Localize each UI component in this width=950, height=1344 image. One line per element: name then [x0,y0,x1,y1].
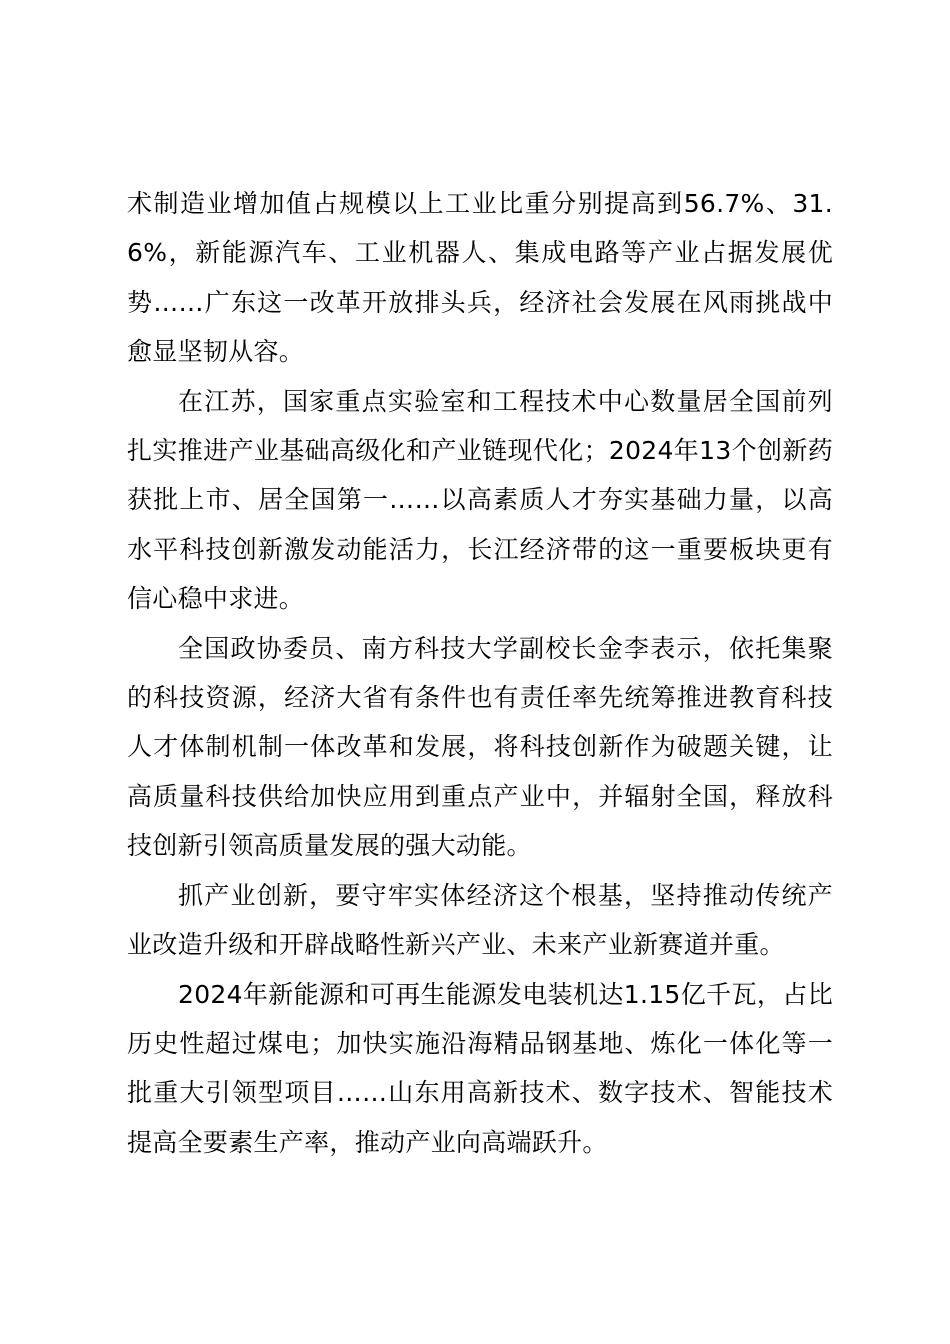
paragraph-continuation: 术制造业增加值占规模以上工业比重分别提高到56.7%、31.6%，新能源汽车、工业机器人、集成电路等产业占据发展优势……广东这一改革开放排头兵，经济社会发展在风雨挑战中愈显坚韧从容。 [127,189,833,367]
paragraph-shandong: 2024年新能源和可再生能源发电装机达1.15亿千瓦，占比历史性超过煤电；加快实施沿海精品钢基地、炼化一体化等一批重大引领型项目……山东用高新技术、数字技术、智能技术提高全要素生产率，推动产业向高端跃升。 [127,979,833,1157]
paragraph-jiangsu: 在江苏，国家重点实验室和工程技术中心数量居全国前列扎实推进产业基础高级化和产业链现代化；2024年13个创新药获批上市、居全国第一……以高素质人才夯实基础力量，以高水平科技创新激发动能活力，长江经济带的这一重要板块更有信心稳中求进。 [127,386,833,614]
paragraph-jin-li-quote: 全国政协委员、南方科技大学副校长金李表示，依托集聚的科技资源，经济大省有条件也有责任率先统筹推进教育科技人才体制机制一体改革和发展，将科技创新作为破题关键，让高质量科技供给加快应用到重点产业中，并辐射全国，释放科技创新引领高质量发展的强大动能。 [127,633,833,861]
paragraph-industrial-innovation: 抓产业创新，要守牢实体经济这个根基，坚持推动传统产业改造升级和开辟战略性新兴产业、未来产业新赛道并重。 [127,880,833,960]
document-page [127,179,833,1167]
